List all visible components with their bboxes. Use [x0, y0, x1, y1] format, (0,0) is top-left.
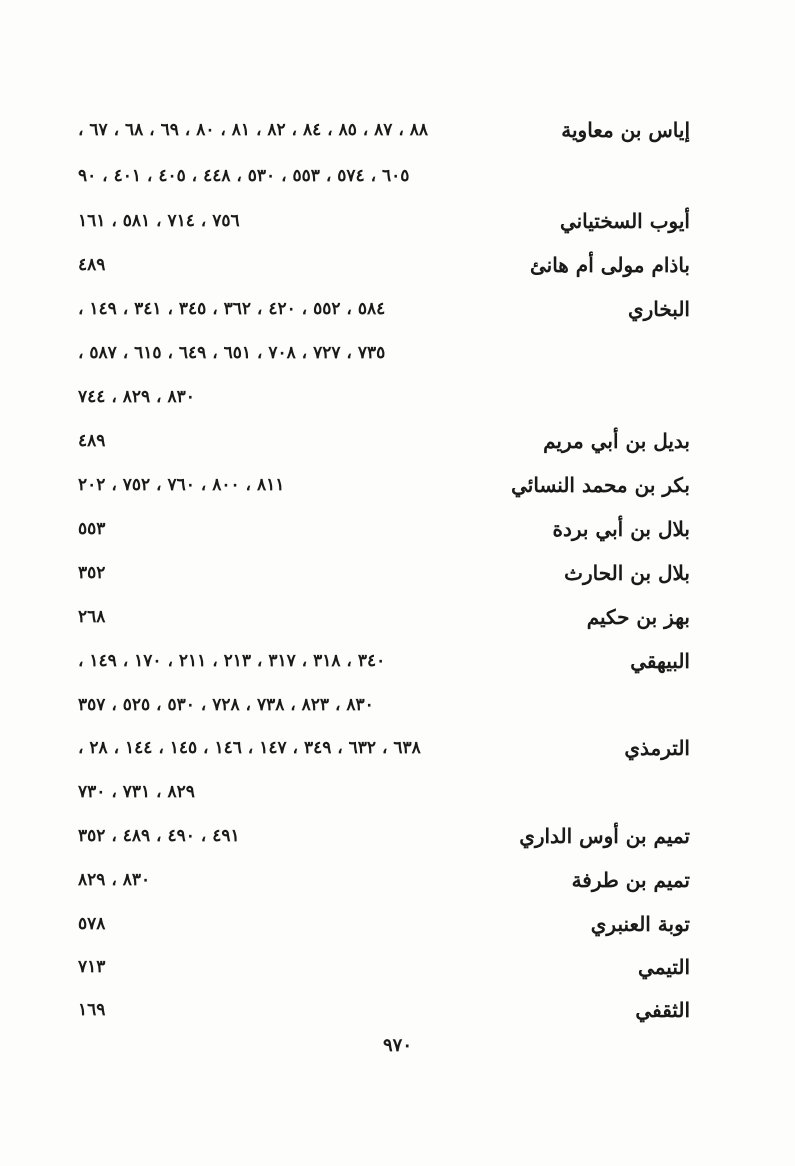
entry-pages: ٤٨٩	[78, 255, 106, 275]
entry-pages: ٦٠٥ ، ٥٧٤ ، ٥٥٣ ، ٥٣٠ ، ٤٤٨ ، ٤٠٥ ، ٤٠١ ، ٩٠	[78, 166, 410, 186]
index-entry	[0, 509, 795, 549]
entry-pages: ٥٥٣	[78, 519, 106, 539]
entry-pages: ، ٣٤٠ ، ٣١٨ ، ٣١٧ ، ٢١٣ ، ٢١١ ، ١٧٠ ، ١٤٩	[78, 651, 386, 671]
index-entry	[0, 201, 795, 241]
index-entry	[0, 289, 795, 329]
index-entry	[0, 904, 795, 944]
entry-pages: ٢٦٨	[78, 607, 106, 627]
entry-pages: ٨٢٩ ، ٧٣١ ، ٧٣٠	[78, 782, 195, 802]
entry-name: البيهقي	[630, 649, 690, 673]
entry-pages: ، ٦٣٨ ، ٦٣٢ ، ٣٤٩ ، ١٤٧ ، ١٤٦ ، ١٤٥ ، ١٤٤ ، ٢٨	[78, 738, 421, 758]
entry-name: بكر بن محمد النسائي	[511, 473, 690, 497]
entry-name: الترمذي	[624, 736, 690, 760]
index-entry	[0, 553, 795, 593]
index-entry	[0, 110, 795, 150]
index-entry-continuation	[0, 685, 795, 725]
entry-name: توبة العنبري	[590, 912, 690, 936]
index-entry	[0, 421, 795, 461]
index-entry	[0, 990, 795, 1030]
entry-name: بلال بن أبي بردة	[552, 517, 690, 541]
entry-name: إياس بن معاوية	[561, 118, 690, 142]
entry-name: أيوب السختياني	[559, 209, 690, 233]
entry-name: التيمي	[638, 955, 690, 979]
entry-name: باذام مولى أم هانئ	[529, 253, 690, 277]
entry-pages: ٣٥٢	[78, 563, 106, 583]
entry-pages: ، ٧٣٥ ، ٧٢٧ ، ٧٠٨ ، ٦٥١ ، ٦٤٩ ، ٦١٥ ، ٥٨٧	[78, 343, 386, 363]
entry-pages: ، ٥٨٤ ، ٥٥٢ ، ٤٢٠ ، ٣٦٢ ، ٣٤٥ ، ٣٤١ ، ١٤٩	[78, 299, 386, 319]
entry-pages: ٨٣٠ ، ٨٢٣ ، ٧٣٨ ، ٧٢٨ ، ٥٣٠ ، ٥٢٥ ، ٣٥٧	[78, 695, 374, 715]
entry-name: بديل بن أبي مريم	[543, 429, 690, 453]
index-entry	[0, 641, 795, 681]
entry-pages: ٧٥٦ ، ٧١٤ ، ٥٨١ ، ١٦١	[78, 211, 240, 231]
entry-pages: ٨٣٠ ، ٨٢٩ ، ٧٤٤	[78, 387, 195, 407]
entry-pages: ٤٩١ ، ٤٩٠ ، ٤٨٩ ، ٣٥٢	[78, 826, 240, 846]
index-entry	[0, 597, 795, 637]
entry-pages: ٨١١ ، ٨٠٠ ، ٧٦٠ ، ٧٥٢ ، ٢٠٢	[78, 475, 285, 495]
entry-name: تميم بن أوس الداري	[519, 824, 690, 848]
index-entry-continuation	[0, 377, 795, 417]
entry-pages: ١٦٩	[78, 1000, 106, 1020]
index-entry-continuation	[0, 772, 795, 812]
entry-name: بهز بن حكيم	[586, 605, 690, 629]
entry-name: تميم بن طرفة	[571, 868, 690, 892]
index-entry	[0, 947, 795, 987]
index-entry	[0, 245, 795, 285]
index-entry	[0, 816, 795, 856]
index-entry-continuation	[0, 156, 795, 196]
entry-name: البخاري	[627, 297, 690, 321]
entry-name: بلال بن الحارث	[564, 561, 690, 585]
index-entry-continuation	[0, 333, 795, 373]
page-number: ٩٧٠	[382, 1035, 412, 1056]
entry-pages: ٧١٣	[78, 957, 106, 977]
entry-pages: ٨٣٠ ، ٨٢٩	[78, 870, 151, 890]
index-entry	[0, 860, 795, 900]
entry-pages: ، ٨٨ ، ٨٧ ، ٨٥ ، ٨٤ ، ٨٢ ، ٨١ ، ٨٠ ، ٦٩ ، ٦٨ ، ٦٧	[78, 120, 429, 140]
entry-name: الثقفي	[635, 998, 690, 1022]
entry-pages: ٥٧٨	[78, 914, 106, 934]
entry-pages: ٤٨٩	[78, 431, 106, 451]
index-entry	[0, 728, 795, 768]
index-entry	[0, 465, 795, 505]
